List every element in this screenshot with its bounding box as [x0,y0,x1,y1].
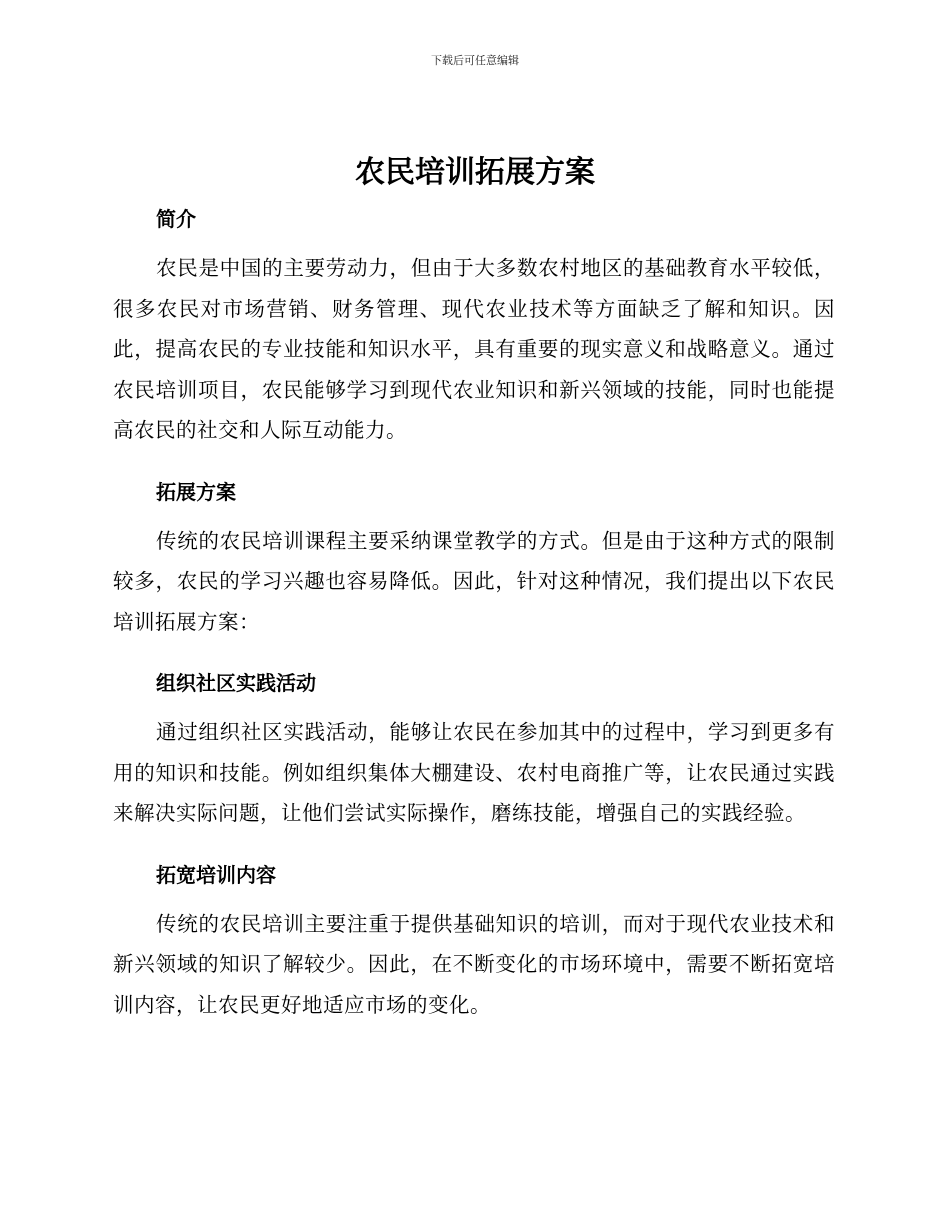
document-title: 农民培训拓展方案 [355,155,595,190]
header-note: 下载后可任意编辑 [431,54,519,67]
section-paragraph: 传统的农民培训课程主要采纳课堂教学的方式。但是由于这种方式的限制较多，农民的学习兴趣也容易降低。因此，针对这种情况，我们提出以下农民培训拓展方案： [113,528,835,634]
section-community-practice [113,660,835,852]
section-heading: 简介 [156,207,196,231]
section-intro [113,196,835,469]
section-paragraph: 农民是中国的主要劳动力，但由于大多数农村地区的基础教育水平较低，很多农民对市场营销、财务管理、现代农业技术等方面缺乏了解和知识。因此，提高农民的专业技能和知识水平，具有重要的现实意义和战略意义。通过农民培训项目，农民能够学习到现代农业知识和新兴领域的技能，同时也能提高农民的社交和人际互动能力。 [113,256,835,442]
section-paragraph: 传统的农民培训主要注重于提供基础知识的培训，而对于现代农业技术和新兴领域的知识了解较少。因此，在不断变化的市场环境中，需要不断拓宽培训内容，让农民更好地适应市场的变化。 [113,911,835,1017]
document-body [113,196,835,1025]
section-broaden-content [113,852,835,1026]
section-heading: 组织社区实践活动 [156,671,316,695]
section-paragraph: 通过组织社区实践活动，能够让农民在参加其中的过程中，学习到更多有用的知识和技能。例如组织集体大棚建设、农村电商推广等，让农民通过实践来解决实际问题，让他们尝试实际操作，磨练技能，增强自己的实践经验。 [113,720,835,825]
section-heading: 拓宽培训内容 [156,862,276,887]
section-expansion-plan [113,469,835,661]
section-heading: 拓展方案 [156,479,236,504]
